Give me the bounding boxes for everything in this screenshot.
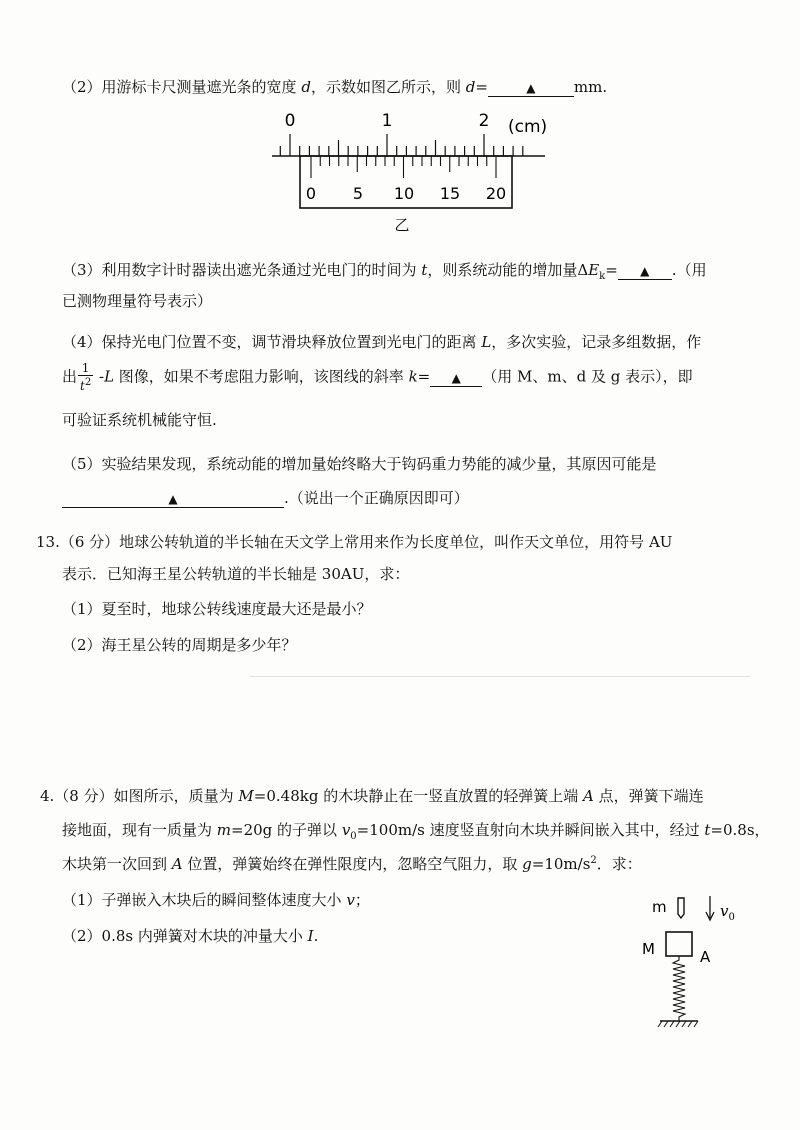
wood-block-icon xyxy=(666,932,692,956)
point-a-label: A xyxy=(700,948,711,966)
q12-part3: （3）利用数字计时器读出遮光条通过光电门的时间为 t，则系统动能的增加量$\Delta E_k=$ ▲ .（用 xyxy=(62,261,707,282)
caliper-main-label-1: 1 xyxy=(381,111,393,131)
q13-line1: 13.（6 分）地球公转轨道的半长轴在天文学上常用来作为长度单位，叫作天文单位，用符号 AU xyxy=(36,533,673,551)
q14-line3: 木块第一次回到 A 位置，弹簧始终在弹性限度内，忽略空气阻力，取 $g=10m/s^2$．求： xyxy=(62,855,642,873)
caliper-unit: (cm) xyxy=(508,117,548,137)
vernier-caliper-figure xyxy=(270,104,560,234)
answer-blank-d[interactable]: ▲ xyxy=(488,80,574,97)
q12-part3-line2: 已测物理量符号表示） xyxy=(62,292,213,310)
q12-part5-line1: （5）实验结果发现，系统动能的增加量始终略大于钩码重力势能的减少量，其原因可能是 xyxy=(62,455,657,473)
caliper-vernier-label-5: 5 xyxy=(352,184,364,203)
fraction-one-over-t-squared: $\frac{1}{t^2}$ xyxy=(80,361,92,393)
q13-line2: 表示．已知海王星公转轨道的半长轴是 30AU，求： xyxy=(62,565,410,583)
spring-icon xyxy=(673,956,685,1021)
answer-blank-reason[interactable]: ▲ xyxy=(62,491,284,508)
q13-sub1: （1）夏至时，地球公转线速度最大还是最小？ xyxy=(62,600,372,618)
block-mass-label: M xyxy=(642,940,655,958)
spring-block-figure xyxy=(640,890,760,1040)
caliper-vernier-label-15: 15 xyxy=(439,184,461,203)
q12-part4-line3: 可验证系统机械能守恒. xyxy=(62,411,217,429)
answer-blank-slope[interactable]: ▲ xyxy=(430,370,482,387)
velocity-label: $v_0$ xyxy=(720,902,735,923)
q12-part2: （2）用游标卡尺测量遮光条的宽度 d，示数如图乙所示，则 d= ▲ mm. xyxy=(62,78,608,96)
q14-line1: 4.（8 分）如图所示，质量为 M=0.48kg 的木块静止在一竖直放置的轻弹簧上端 A 点，弹簧下端连 xyxy=(40,787,704,805)
page-divider xyxy=(250,676,750,677)
q14-sub2: （2）0.8s 内弹簧对木块的冲量大小 I. xyxy=(62,927,319,945)
q13-sub2: （2）海王星公转的周期是多少年？ xyxy=(62,636,297,654)
caliper-vernier-label-0: 0 xyxy=(305,184,317,203)
caliper-main-label-2: 2 xyxy=(478,111,490,131)
figure-caption: 乙 xyxy=(394,216,410,234)
q12-part5-line2: ▲ .（说出一个正确原因即可） xyxy=(62,487,469,508)
q14-sub1: （1）子弹嵌入木块后的瞬间整体速度大小 v； xyxy=(62,891,370,909)
q14-line2: 接地面，现有一质量为 m=20g 的子弹以 $v_0=100m/s$ 速度竖直射向木块并瞬间嵌入其中，经过 t=0.8s， xyxy=(62,821,770,842)
q12-part4-line2: 出 $\frac{1}{t^2}$ -L 图像，如果不考虑阻力影响，该图线的斜率 k= ▲ （用 M、m、d 及 g 表示），即 xyxy=(62,361,693,393)
caliper-main-label-0: 0 xyxy=(284,111,296,131)
bullet-icon xyxy=(678,898,684,918)
caliper-vernier-label-10: 10 xyxy=(393,184,415,203)
q12-part4-line1: （4）保持光电门位置不变，调节滑块释放位置到光电门的距离 L，多次实验，记录多组数据，作 xyxy=(62,333,702,351)
answer-blank-ek[interactable]: ▲ xyxy=(618,263,672,280)
bullet-mass-label: m xyxy=(652,898,667,916)
caliper-vernier-label-20: 20 xyxy=(485,184,507,203)
